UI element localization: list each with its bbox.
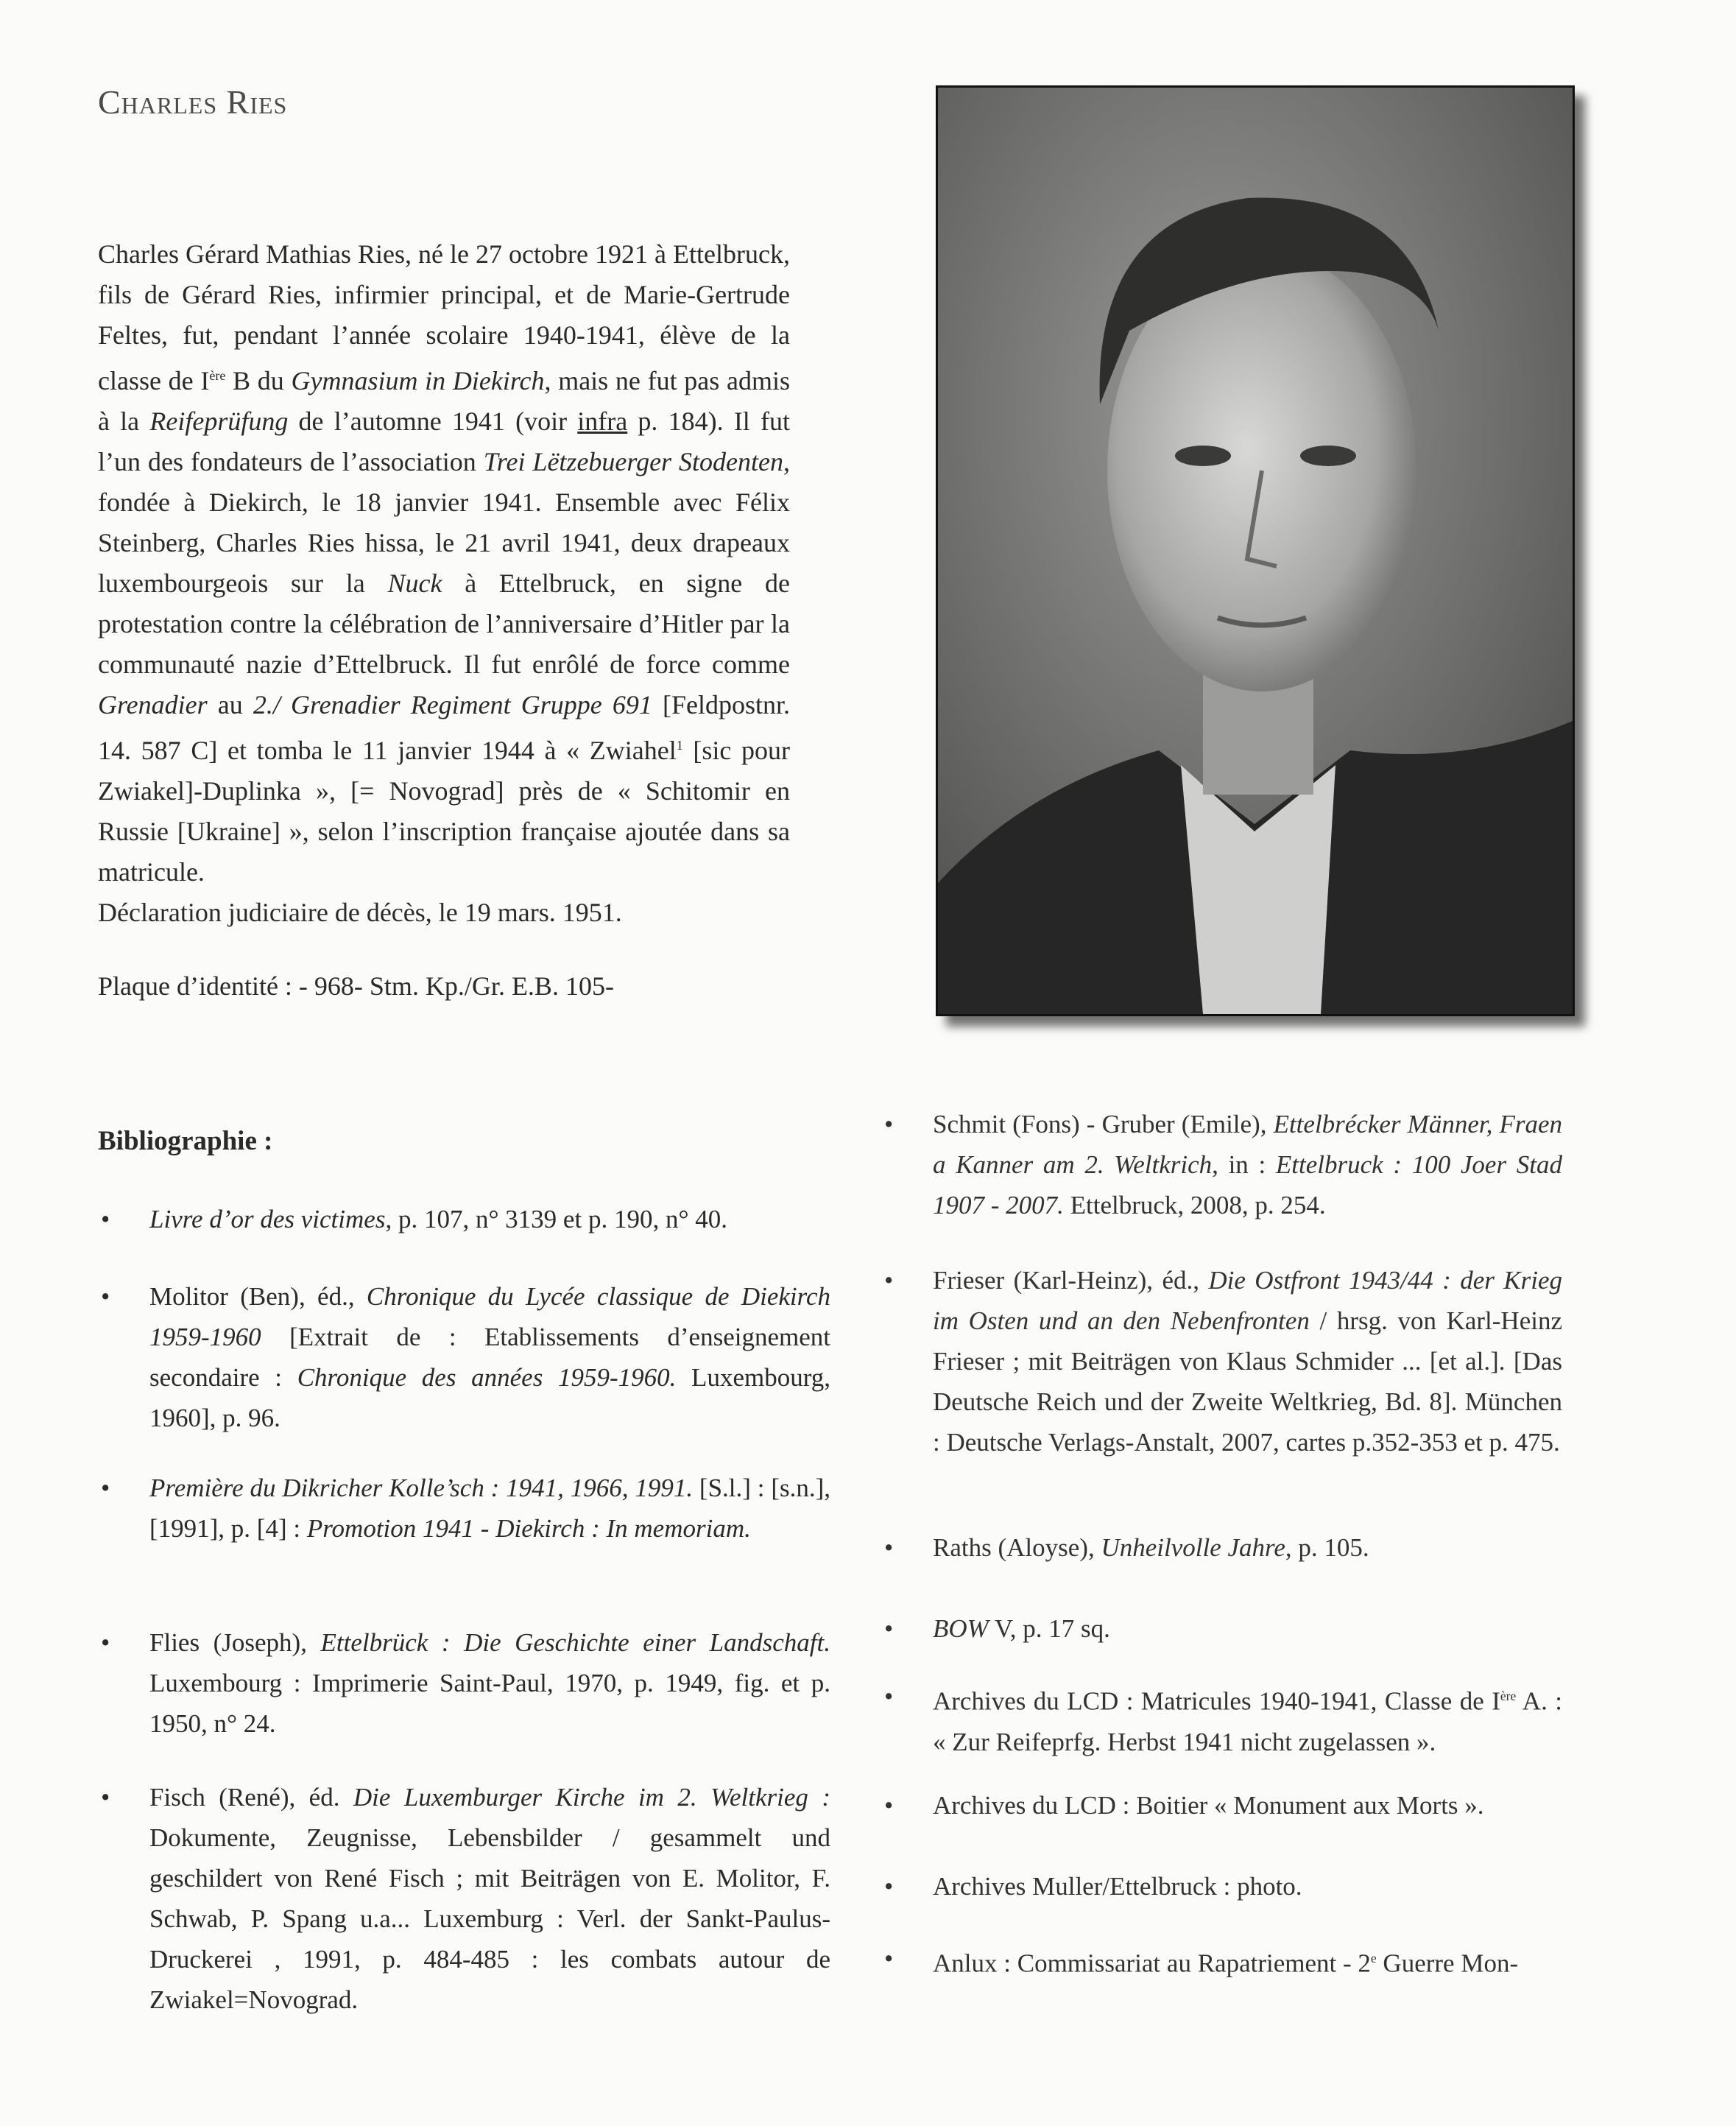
text-segment: Archives Muller/Ettelbruck : photo. [933,1872,1302,1901]
text-segment: Luxembourg : Imprimerie Saint-Paul, 1970, p. 1949, fig. et p. 1950, n° 24. [149,1669,830,1738]
text-segment: , fondée à Diekirch, le 18 janvier 1941. Ensemble avec Félix Steinberg, Charles Ries hissa, le 21 avril 1941, deux drapeaux luxembourgeois sur la [98,447,791,598]
text-segment: au [207,690,253,719]
portrait-photo [936,85,1575,1016]
italic-text: Ettelbrück : Die Geschichte einer Landschaft. [320,1628,831,1657]
bullet-icon: • [101,1628,110,1657]
bibliography-item [884,1104,1562,1225]
bibliography-heading: Bibliographie : [98,1126,273,1156]
bibliography-item [884,1527,1562,1568]
italic-text: Reifeprüfung [149,406,289,436]
text-segment: / hrsg. von Karl-Heinz Frieser ; mit Beiträgen von Klaus Schmider ... [et al.]. [Das Deutsche Reich und der Zweite Weltkrieg, Bd. 8]. München : Deutsche Verlags-Anstalt, 2007, cartes p.352-353 et p. 475. [933,1306,1562,1457]
bibliography-item [884,1676,1563,1762]
page-title: Charles Ries [98,83,288,121]
text-segment: Guerre Mon- [1376,1949,1519,1978]
bibliography-item [101,1276,830,1438]
italic-text: Première du Dikricher Kolle’sch : 1941, 1966, 1991. [149,1474,694,1502]
text-segment: [sic pour Zwiakel]-Duplinka », [= Novograd] près de « Schitomir en Russie [Ukraine] », selon l’inscription française ajoutée dans sa matricule. [98,736,791,887]
text-segment: Archives du LCD : Matricules 1940-1941, Classe de I [933,1686,1500,1716]
italic-text: Promotion 1941 - Diekirch : In memoriam. [306,1514,751,1543]
italic-text: Ettelbruck : 100 Joer Stad 1907 - 2007. [933,1150,1562,1219]
text-segment: Fisch (René), éd. [149,1783,353,1812]
underlined-text: infra [577,406,628,436]
bibliography-item [884,1866,1562,1907]
text-segment: Raths (Aloyse), [933,1533,1101,1562]
bullet-icon: • [101,1474,110,1502]
text-segment: Dokumente, Zeugnisse, Lebensbilder / gesammelt und geschildert von René Fisch ; mit Beiträgen von E. Molitor, F. Schwab, P. Spang u.a... Luxemburg : Verl. der Sankt-Paulus-Druckerei , 1991, p. 484-485 : les combats autour de Zwiakel=Novograd. [149,1823,830,2014]
text-segment: Flies (Joseph), [149,1628,321,1657]
text-segment: A. : « Zur Reifeprfg. Herbst 1941 nicht zugelassen ». [933,1686,1563,1756]
text-segment: Anlux : Commissariat au Rapatriement - 2 [933,1949,1371,1978]
bibliography-item [884,1785,1562,1826]
italic-text: 2./ Grenadier Regiment Gruppe 691 [253,690,652,719]
text-segment: Molitor (Ben), éd., [149,1282,367,1311]
italic-text: Unheilvolle Jahre [1101,1533,1285,1562]
superscript: 1 [676,738,683,753]
bullet-icon: • [884,1266,894,1295]
text-segment: [Extrait de : Etablissements d’enseignement secondaire : [149,1323,830,1392]
bibliography-item [884,1938,1562,1984]
italic-text: Ettelbrécker Männer, Fraen a Kanner am 2. Weltkrich [933,1110,1562,1179]
bullet-icon: • [101,1205,110,1233]
italic-text: Die Luxemburger Kirche im 2. Weltkrieg : [353,1783,830,1812]
bullet-icon: • [884,1872,894,1901]
superscript: ère [1500,1689,1517,1703]
bullet-icon: • [101,1783,110,1812]
text-segment: [S.l.] : [s.n.], [1991], p. [4] : [149,1474,831,1543]
text-segment: B du [225,366,292,395]
bullet-icon: • [884,1614,894,1643]
italic-text: Grenadier [98,690,208,719]
text-segment: Schmit (Fons) - Gruber (Emile), [933,1110,1274,1138]
italic-text: Die Ostfront 1943/44 : der Krieg im Osten und an den Nebenfronten [933,1266,1563,1335]
text-segment: , in : [1212,1150,1276,1179]
superscript: e [1370,1951,1377,1965]
text-segment: à Ettelbruck, en signe de protestation contre la célébration de l’anniversaire d’Hitler par la communauté nazie d’Ettelbruck. Il fut enrôlé de force comme [98,569,790,679]
bibliography-item [884,1608,1562,1649]
italic-text: Nuck [387,569,442,598]
bibliography-item [101,1199,830,1239]
bullet-icon: • [884,1944,894,1973]
bullet-icon: • [884,1533,894,1562]
superscript: ère [209,368,226,383]
italic-text: Chronique des années 1959-1960. [297,1363,677,1392]
text-segment: p. 184). Il fut l’un des fondateurs de l’association [98,406,791,476]
text-segment: Luxembourg, 1960], p. 96. [149,1363,830,1432]
text-segment: , p. 105. [1285,1533,1369,1562]
bibliography-item [884,1260,1563,1462]
death-declaration: Déclaration judiciaire de décès, le 19 mars. 1951. [98,898,622,927]
text-segment: Frieser (Karl-Heinz), éd., [933,1266,1209,1295]
bullet-icon: • [101,1282,110,1311]
text-segment: de l’automne 1941 (voir [288,406,578,436]
bullet-icon: • [884,1791,894,1820]
italic-text: Livre d’or des victimes [149,1205,386,1233]
bibliography-item [101,1468,831,1549]
text-segment: Ettelbruck, 2008, p. 254. [1063,1191,1326,1219]
text-segment: [Feldpostnr. 14. 587 C] et tomba le 11 janvier 1944 à « Zwiahel [98,690,790,765]
bullet-icon: • [884,1682,894,1711]
biography-paragraph [98,234,790,893]
italic-text: Chronique du Lycée classique de Diekirch 1959-1960 [149,1282,830,1351]
text-segment: , p. 107, n° 3139 et p. 190, n° 40. [385,1205,727,1233]
bullet-icon: • [884,1110,894,1138]
italic-text: Trei Lëtzebuerger Stodenten [483,447,784,476]
text-segment: , mais ne fut pas admis à la [98,366,790,436]
italic-text: Gymnasium in Diekirch [291,366,545,395]
bibliography-item [101,1622,831,1744]
italic-text: BOW [933,1614,989,1643]
text-segment: Archives du LCD : Boitier « Monument aux Morts ». [933,1791,1484,1820]
text-segment: V, p. 17 sq. [988,1614,1110,1643]
identity-plate: Plaque d’identité : - 968- Stm. Kp./Gr. E.B. 105- [98,971,614,1001]
text-segment: Charles Gérard Mathias Ries, né le 27 octobre 1921 à Ettelbruck, fils de Gérard Ries, infirmier principal, et de Marie-Gertrude Feltes, fut, pendant l’année scolaire 1940-1941, élève de la classe de I [98,239,790,395]
bibliography-item [101,1777,830,2020]
